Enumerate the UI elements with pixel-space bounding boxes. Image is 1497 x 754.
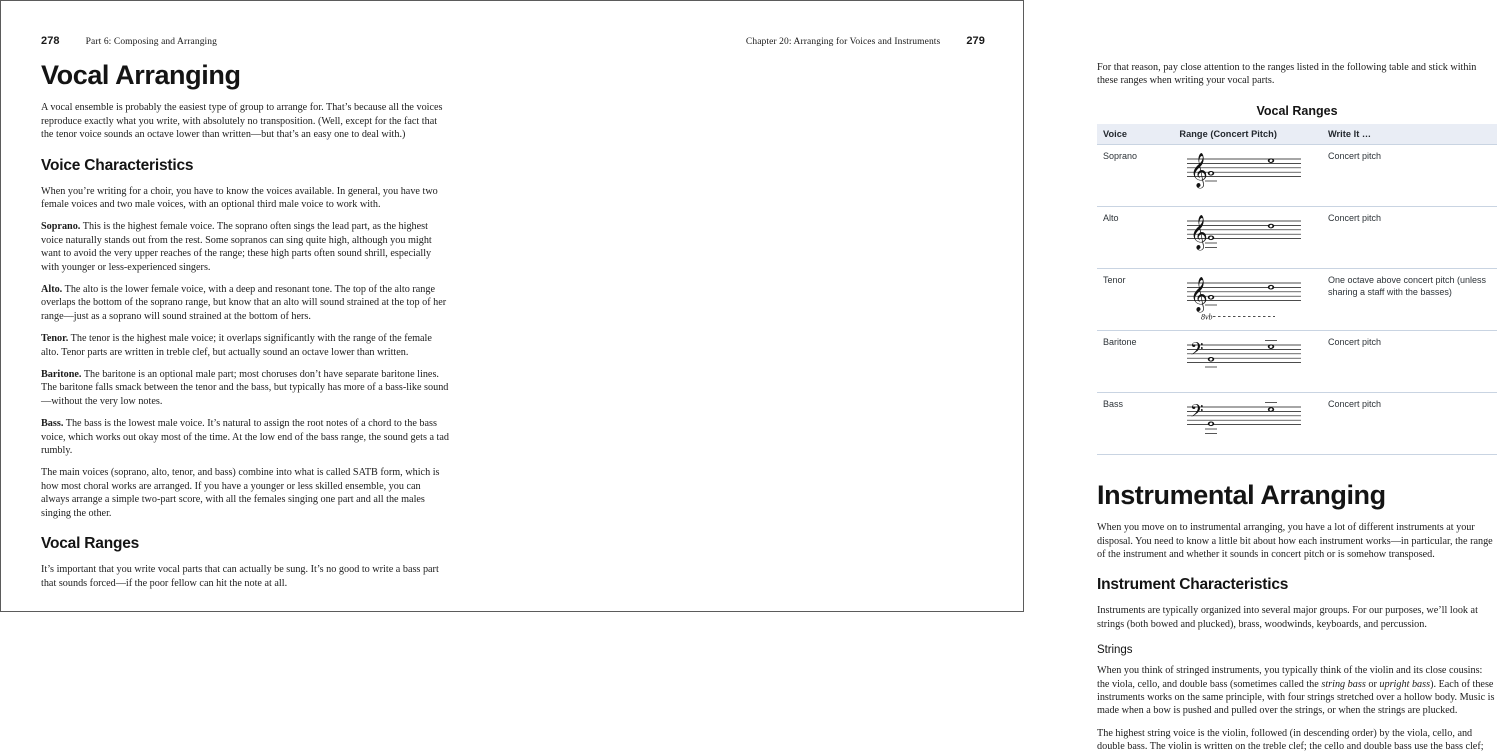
term-string-bass: string bass <box>1321 678 1366 690</box>
column-header-range: Range (Concert Pitch) <box>1173 124 1322 145</box>
svg-text:𝄞: 𝄞 <box>1190 152 1209 188</box>
left-page-number: 278 <box>41 35 60 47</box>
paragraph-baritone-text: The baritone is an optional male part; most choruses don’t have separate baritone lines. The baritone falls smack between the tenor and the bass, but typically has more of a bass-like sound—without the very low notes. <box>41 369 449 407</box>
table-row <box>1097 144 1497 206</box>
paragraph-soprano <box>41 220 449 274</box>
left-running-head <box>41 35 217 47</box>
cell-voice-name: Soprano <box>1097 144 1173 206</box>
right-text-column <box>1097 61 1497 754</box>
table-body <box>1097 144 1497 454</box>
cell-voice-name: Tenor <box>1097 268 1173 330</box>
page-title-vocal-arranging: Vocal Arranging <box>41 60 241 90</box>
cell-write-it: Concert pitch <box>1322 330 1497 392</box>
term-upright-bass: upright bass <box>1379 678 1431 690</box>
subsection-heading-strings: Strings <box>1097 644 1133 657</box>
right-page <box>513 1 1495 753</box>
table-row <box>1097 392 1497 454</box>
octave-marking: 8vb <box>1201 312 1213 322</box>
paragraph-alto <box>41 283 449 323</box>
section-heading-voice-characteristics: Voice Characteristics <box>41 156 194 174</box>
svg-text:𝄞: 𝄞 <box>1190 276 1209 312</box>
table-row <box>1097 268 1497 330</box>
staff-notation-tenor <box>1179 271 1309 325</box>
table-row <box>1097 206 1497 268</box>
staff-notation-bass <box>1179 395 1309 449</box>
cell-voice-name: Bass <box>1097 392 1173 454</box>
cell-write-it: Concert pitch <box>1322 206 1497 268</box>
left-running-head-text: Part 6: Composing and Arranging <box>85 37 217 47</box>
paragraph-satb: The main voices (soprano, alto, tenor, and bass) combine into what is called SATB form, which is how most choral works are arranged. If you have a younger or less skilled ensemble, you can always arrange a simple two-part score, with all the females singing one part and all the males singing the other. <box>41 467 440 519</box>
strings-paragraph-2: The highest string voice is the violin, followed (in descending order) by the viola, cello, and double bass. The violin is written on the treble clef; the cello and double bass use the bass clef; <box>1097 727 1484 753</box>
column-header-voice: Voice <box>1097 124 1173 145</box>
paragraph-soprano-text: This is the highest female voice. The soprano often sings the lead part, as the highest voice naturally stands out from the rest. Some sopranos can sing quite high, although you might want to avoid the very upper reaches of the range; these high parts often sound shrill, especially with younger or less-experienced singers. <box>41 221 432 273</box>
paragraph-bass-text: The bass is the lowest male voice. It’s natural to assign the root notes of a chord to the bass voice, which works out okay most of the time. At the low end of the bass range, the sound gets a tad rumbly. <box>41 418 449 457</box>
table-caption-vocal-ranges: Vocal Ranges <box>1256 103 1338 118</box>
column-header-write-it: Write It … <box>1322 124 1497 145</box>
cell-range-notation <box>1173 206 1322 268</box>
lead-in-baritone: Baritone. <box>41 369 82 381</box>
lead-in-soprano: Soprano. <box>41 221 81 233</box>
section-heading-vocal-ranges: Vocal Ranges <box>41 535 140 553</box>
lead-in-bass: Bass. <box>41 418 64 430</box>
staff-notation-alto <box>1179 209 1309 263</box>
staff-notation-baritone <box>1179 333 1309 387</box>
cell-range-notation <box>1173 144 1322 206</box>
cell-voice-name: Baritone <box>1097 330 1173 392</box>
instrumental-arranging-intro: When you move on to instrumental arranging, you have a lot of different instruments at your disposal. You need to know a little bit about how each instrument works—in particular, the range of the instrument and whether it sounds in concert pitch or is somehow transposed. <box>1097 522 1493 560</box>
lead-in-tenor: Tenor. <box>41 333 69 345</box>
vocal-ranges-text: It’s important that you write vocal parts that can actually be sung. It’s no good to write a bass part that sounds forced—if the poor fellow can hit the note at all. <box>41 564 439 589</box>
table-row <box>1097 330 1497 392</box>
right-running-head <box>746 35 985 47</box>
right-running-head-text: Chapter 20: Arranging for Voices and Instruments <box>745 37 941 47</box>
paragraph-tenor <box>41 332 449 359</box>
strings-p1-part-b: or <box>1365 678 1380 690</box>
strings-p1-part-a: When you think of stringed instruments, you typically think of the violin and its close cousins: the viola, cello, and double bass (sometimes called the <box>1097 665 1483 690</box>
right-page-intro: For that reason, pay close attention to the ranges listed in the following table and stick within these ranges when writing your vocal parts. <box>1097 62 1477 87</box>
svg-text:𝄢: 𝄢 <box>1190 338 1204 363</box>
svg-text:𝄞: 𝄞 <box>1190 214 1209 250</box>
cell-range-notation <box>1173 330 1322 392</box>
svg-text:𝄢: 𝄢 <box>1190 400 1204 425</box>
paragraph-alto-text: The alto is the lower female voice, with a deep and resonant tone. The top of the alto range overlaps the bottom of the soprano range, but know that an alto will sound strained at the top of her range—just as a soprano will sound strained at the bottom of hers. <box>41 284 447 322</box>
voice-characteristics-intro: When you’re writing for a choir, you have to know the voices available. In general, you have two female voices and two male voices, with an optional third male voice to work with. <box>41 185 438 210</box>
cell-write-it: One octave above concert pitch (unless sharing a staff with the basses) <box>1322 268 1497 330</box>
cell-write-it: Concert pitch <box>1322 144 1497 206</box>
left-text-column <box>41 61 449 590</box>
strings-p1-part-c: ). Each of these instruments works on the same principle, with four strings stretched over a hollow body. Music is made when a bow is pushed and pulled over the strings, or when the strings are plucked. <box>1097 678 1495 717</box>
lead-in-alto: Alto. <box>41 284 63 295</box>
cell-write-it: Concert pitch <box>1322 392 1497 454</box>
section-heading-instrument-characteristics: Instrument Characteristics <box>1097 576 1289 594</box>
cell-range-notation <box>1173 268 1322 330</box>
cell-range-notation <box>1173 392 1322 454</box>
right-page-number: 279 <box>966 35 985 47</box>
left-page <box>1 1 513 613</box>
instrument-characteristics-text: Instruments are typically organized into several major groups. For our purposes, we’ll look at strings (both bowed and plucked), brass, woodwinds, keyboards, and percussion. <box>1097 605 1478 630</box>
vocal-ranges-table <box>1097 124 1497 455</box>
staff-notation-soprano <box>1179 147 1309 201</box>
strings-paragraph-1 <box>1097 664 1497 718</box>
page-title-instrumental-arranging: Instrumental Arranging <box>1097 479 1386 510</box>
table-header-row <box>1097 124 1497 145</box>
table-header <box>1097 124 1497 145</box>
vocal-arranging-intro: A vocal ensemble is probably the easiest type of group to arrange for. That’s because all the voices reproduce exactly what you write, with absolutely no transposition. (Well, except for the fact that the tenor voice sounds an octave lower than written—but that’s an easy one to deal with.) <box>41 102 443 141</box>
paragraph-baritone <box>41 368 449 408</box>
cell-voice-name: Alto <box>1097 206 1173 268</box>
paragraph-tenor-text: The tenor is the highest male voice; it overlaps significantly with the range of the female alto. Tenor parts are written in treble clef, but actually sound an octave lower than written. <box>41 333 432 358</box>
paragraph-bass <box>41 417 449 457</box>
